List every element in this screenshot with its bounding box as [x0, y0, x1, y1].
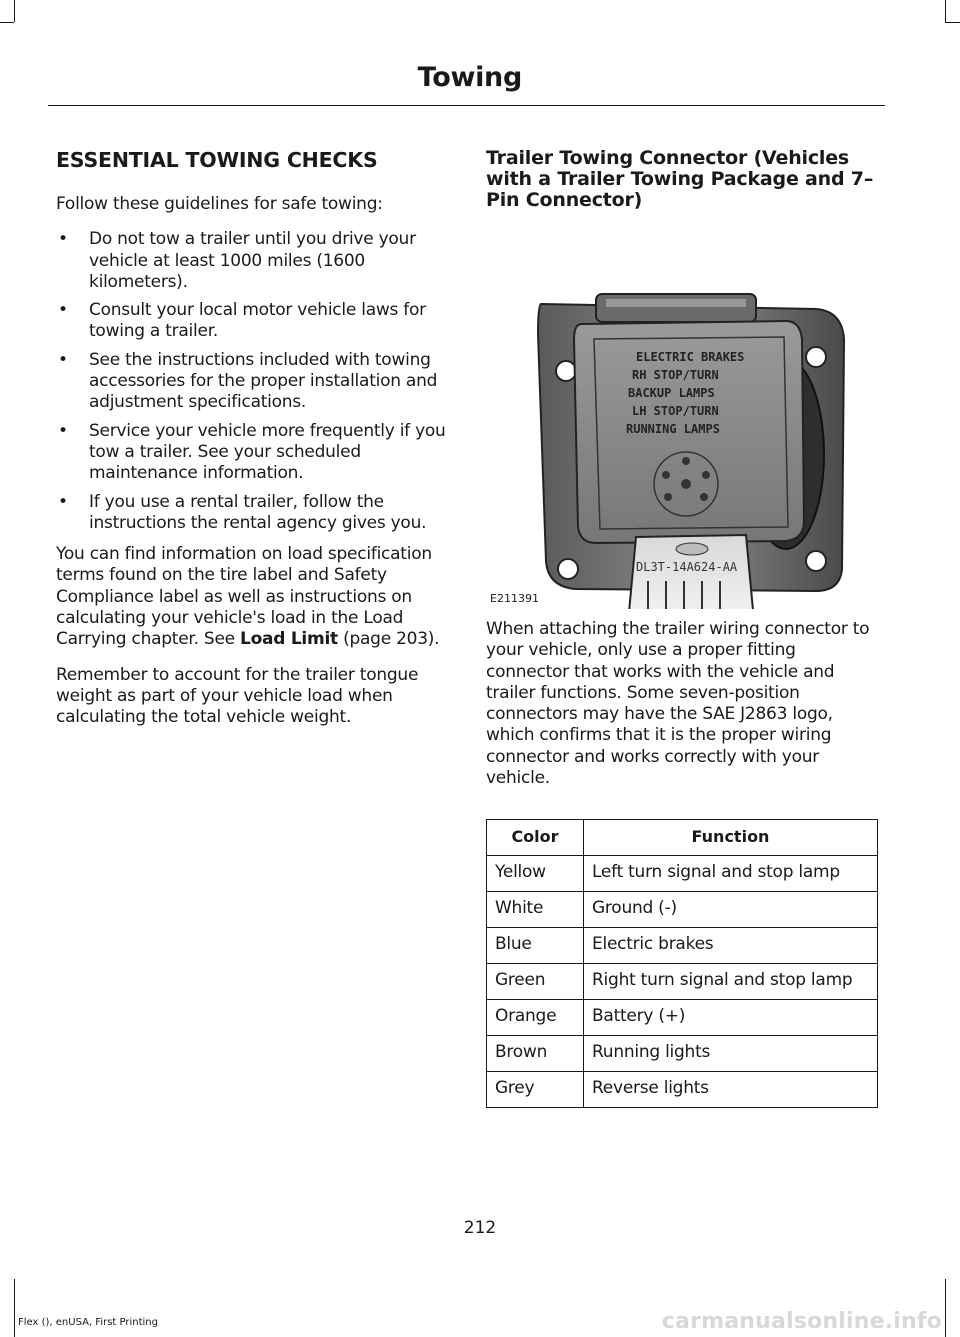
table-row	[487, 928, 878, 964]
checklist-item	[56, 350, 448, 414]
checklist	[56, 229, 448, 534]
table-row	[487, 1072, 878, 1108]
checklist-item-text: Consult your local motor vehicle laws for towing a trailer.	[89, 300, 426, 342]
wiring-color-table	[486, 819, 878, 1108]
section-heading: ESSENTIAL TOWING CHECKS	[56, 148, 378, 172]
col-header-function: Function	[584, 820, 878, 856]
connector-figure	[486, 239, 878, 609]
page-header-title: Towing	[417, 62, 522, 93]
watermark: carmanualsonline.info	[661, 1309, 942, 1334]
crop-mark-top-right-h	[945, 22, 960, 23]
table-row	[487, 1000, 878, 1036]
function-cell: Right turn signal and stop lamp	[584, 964, 878, 1000]
checklist-item-text: Service your vehicle more frequently if you tow a trailer. See your scheduled maintenance information.	[89, 420, 446, 484]
function-cell: Reverse lights	[584, 1072, 878, 1108]
wiring-paragraph: When attaching the trailer wiring connector to your vehicle, only use a proper fitting connector that works with the vehicle and trailer functions. Some seven-position connectors may have the SAE J2863 logo, which confirms that it is the proper wiring connector and works correctly with your vehicle.	[486, 619, 870, 789]
left-column	[56, 148, 448, 743]
figure-code: E211391	[490, 592, 539, 605]
bullet-icon: •	[58, 349, 68, 370]
footer-edition: Flex (), enUSA, First Printing	[18, 1317, 158, 1328]
function-cell: Running lights	[584, 1036, 878, 1072]
table-row	[487, 964, 878, 1000]
checklist-item	[56, 421, 448, 485]
header-rule	[48, 105, 885, 106]
color-cell: Brown	[487, 1036, 584, 1072]
function-cell: Electric brakes	[584, 928, 878, 964]
crop-mark-top-right	[945, 0, 946, 22]
checklist-item-text: If you use a rental trailer, follow the instructions the rental agency gives you.	[89, 491, 427, 533]
color-cell: Grey	[487, 1072, 584, 1108]
table-row	[487, 856, 878, 892]
crop-mark-bottom-left	[14, 1279, 15, 1337]
load-limit-link[interactable]: Load Limit	[240, 629, 338, 650]
intro-text: Follow these guidelines for safe towing:	[56, 194, 383, 214]
bullet-icon: •	[58, 300, 68, 321]
lid-label-line: BACKUP LAMPS	[628, 386, 715, 400]
checklist-item-text: Do not tow a trailer until you drive your vehicle at least 1000 miles (1600 kilometers).	[89, 229, 416, 292]
color-cell: Yellow	[487, 856, 584, 892]
lid-label-line: RH STOP/TURN	[632, 368, 719, 382]
lid-label-line: ELECTRIC BRAKES	[636, 350, 745, 364]
color-cell: White	[487, 892, 584, 928]
page-number: 212	[463, 1218, 497, 1238]
table-row	[487, 1036, 878, 1072]
function-cell: Left turn signal and stop lamp	[584, 856, 878, 892]
load-info-paragraph	[56, 544, 448, 650]
color-cell: Blue	[487, 928, 584, 964]
right-column	[486, 148, 880, 1108]
color-cell: Orange	[487, 1000, 584, 1036]
checklist-item	[56, 300, 448, 343]
bullet-icon: •	[58, 229, 68, 250]
table-row	[487, 892, 878, 928]
checklist-item	[56, 492, 448, 535]
color-cell: Green	[487, 964, 584, 1000]
checklist-item-text: See the instructions included with towing accessories for the proper installation and adjustment specifications.	[89, 349, 438, 413]
crop-mark-top-left-h	[0, 22, 14, 23]
crop-mark-top-left	[14, 0, 15, 22]
plug-part-number: DL3T-14A624-AA	[636, 560, 738, 574]
connector-heading: Trailer Towing Connector (Vehicles with a Trailer Towing Package and 7–Pin Connector)	[486, 147, 874, 211]
trailer-connector-illustration	[486, 239, 878, 609]
load-info-text: You can find information on load specification terms found on the tire label and Safety Compliance label as well as instructions on calculating your vehicle's load in the Load Carrying chapter. See	[56, 544, 432, 650]
function-cell: Ground (-)	[584, 892, 878, 928]
load-limit-page: (page 203).	[343, 629, 440, 650]
bullet-icon: •	[58, 420, 68, 441]
crop-mark-bottom-right	[945, 1279, 946, 1337]
tongue-weight-paragraph: Remember to account for the trailer tongue weight as part of your vehicle load when calculating the total vehicle weight.	[56, 664, 419, 728]
lid-label-line: RUNNING LAMPS	[626, 422, 720, 436]
function-cell: Battery (+)	[584, 1000, 878, 1036]
lid-label-line: LH STOP/TURN	[632, 404, 719, 418]
col-header-color: Color	[487, 820, 584, 856]
checklist-item	[56, 229, 448, 293]
table-header-row	[487, 820, 878, 856]
bullet-icon: •	[58, 491, 68, 512]
